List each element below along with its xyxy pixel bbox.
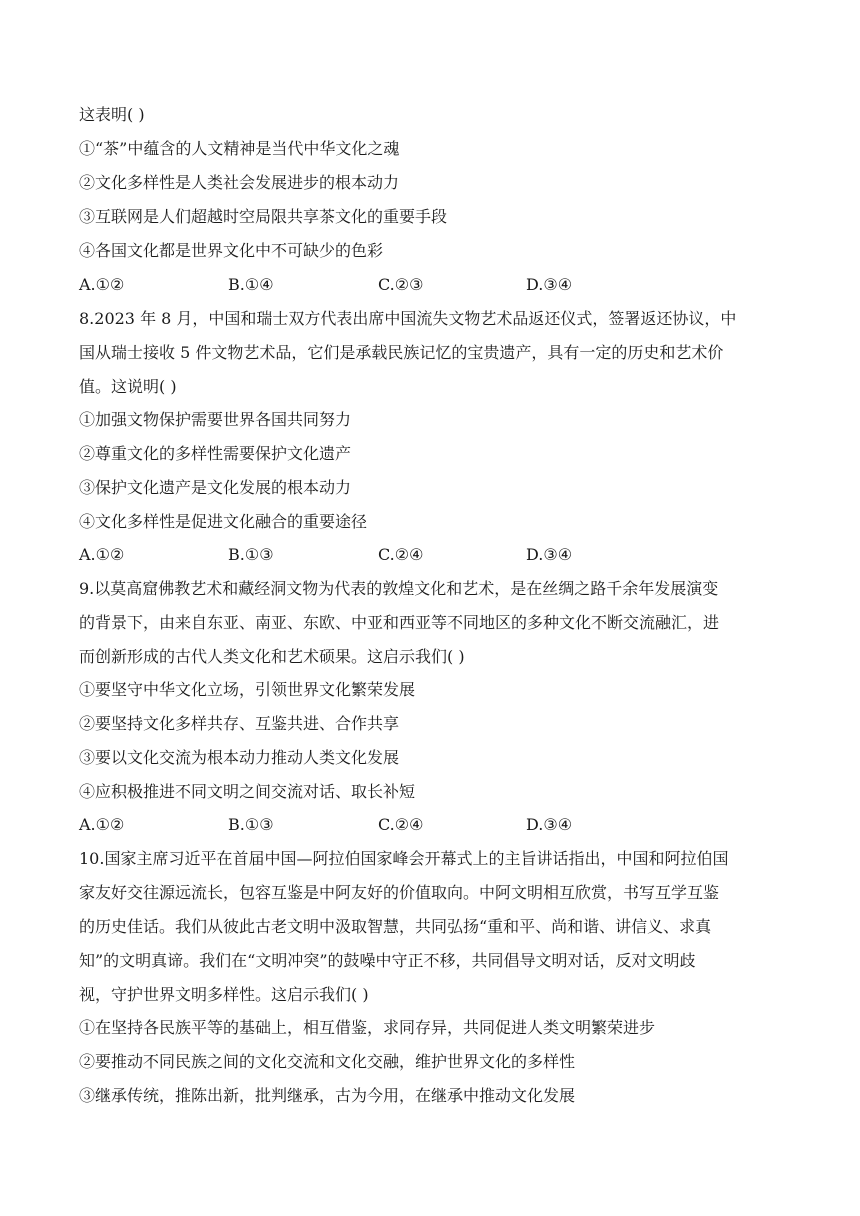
q10-stem-line-4: 知”的文明真谛。我们在“文明冲突”的鼓噪中守正不移，共同倡导文明对话，反对文明歧: [79, 951, 696, 970]
q7-item-1: ①“茶”中蕴含的人文精神是当代中华文化之魂: [79, 139, 400, 158]
q8-stem: [79, 309, 775, 411]
q7-stem-tail: 这表明( ): [79, 105, 145, 124]
q7-item-3: ③互联网是人们超越时空局限共享茶文化的重要手段: [79, 207, 448, 226]
q7-item-2: ②文化多样性是人类社会发展进步的根本动力: [79, 173, 400, 192]
q7-option-b: B.①④: [228, 275, 274, 294]
q8-option-c: C.②④: [378, 545, 424, 564]
q10-stem: [79, 849, 775, 1019]
q7-option-c: C.②③: [378, 275, 424, 294]
q10-stem-line-5: 视，守护世界文明多样性。这启示我们( ): [79, 985, 369, 1004]
q9-item-3: ③要以文化交流为根本动力推动人类文化发展: [79, 748, 400, 767]
q8-item-1: ①加强文物保护需要世界各国共同努力: [79, 410, 352, 429]
q10-stem-line-2: 家友好交往源远流长，包容互鉴是中阿友好的价值取向。中阿文明相互欣赏，书写互学互鉴: [79, 883, 720, 902]
q10-item-2: ②要推动不同民族之间的文化交流和文化交融，维护世界文化的多样性: [79, 1052, 576, 1071]
q7-item-4: ④各国文化都是世界文化中不可缺少的色彩: [79, 241, 384, 260]
q8-option-b: B.①③: [228, 545, 274, 564]
q8-item-4: ④文化多样性是促进文化融合的重要途径: [79, 512, 368, 531]
q8-stem-line-3: 值。这说明( ): [79, 377, 177, 396]
q9-stem: [79, 579, 775, 681]
q8-options: [79, 545, 779, 565]
q8-option-d: D.③④: [526, 545, 573, 564]
q9-option-b: B.①③: [228, 815, 274, 834]
q7-option-d: D.③④: [526, 275, 573, 294]
q9-item-4: ④应积极推进不同文明之间交流对话、取长补短: [79, 782, 416, 801]
q10-stem-line-3: 的历史佳话。我们从彼此古老文明中汲取智慧，共同弘扬“重和平、尚和谐、讲信义、求真: [79, 917, 712, 936]
q9-option-d: D.③④: [526, 815, 573, 834]
q9-options: [79, 815, 779, 835]
q8-item-3: ③保护文化遗产是文化发展的根本动力: [79, 478, 352, 497]
q9-item-2: ②要坚持文化多样共存、互鉴共进、合作共享: [79, 714, 400, 733]
q10-item-1: ①在坚持各民族平等的基础上，相互借鉴，求同存异，共同促进人类文明繁荣进步: [79, 1018, 656, 1037]
q9-stem-line-1: 9.以莫高窟佛教艺术和藏经洞文物为代表的敦煌文化和艺术，是在丝绸之路千余年发展演变: [79, 579, 719, 598]
q10-item-3: ③继承传统，推陈出新，批判继承，古为今用，在继承中推动文化发展: [79, 1086, 576, 1105]
q8-option-a: A.①②: [79, 545, 125, 564]
q9-item-1: ①要坚守中华文化立场，引领世界文化繁荣发展: [79, 680, 416, 699]
q7-options: [79, 275, 779, 295]
q8-item-2: ②尊重文化的多样性需要保护文化遗产: [79, 444, 352, 463]
q9-stem-line-3: 而创新形成的古代人类文化和艺术硕果。这启示我们( ): [79, 647, 465, 666]
q10-stem-line-1: 10.国家主席习近平在首届中国—阿拉伯国家峰会开幕式上的主旨讲话指出，中国和阿拉伯国: [79, 849, 729, 868]
q9-option-a: A.①②: [79, 815, 125, 834]
q9-stem-line-2: 的背景下，由来自东亚、南亚、东欧、中亚和西亚等不同地区的多种文化不断交流融汇，进: [79, 613, 720, 632]
q8-stem-line-1: 8.2023 年 8 月，中国和瑞士双方代表出席中国流失文物艺术品返还仪式，签署返还协议，中: [79, 309, 737, 328]
q9-option-c: C.②④: [378, 815, 424, 834]
q8-stem-line-2: 国从瑞士接收 5 件文物艺术品，它们是承载民族记忆的宝贵遗产，具有一定的历史和艺术价: [79, 343, 724, 362]
q7-option-a: A.①②: [79, 275, 125, 294]
